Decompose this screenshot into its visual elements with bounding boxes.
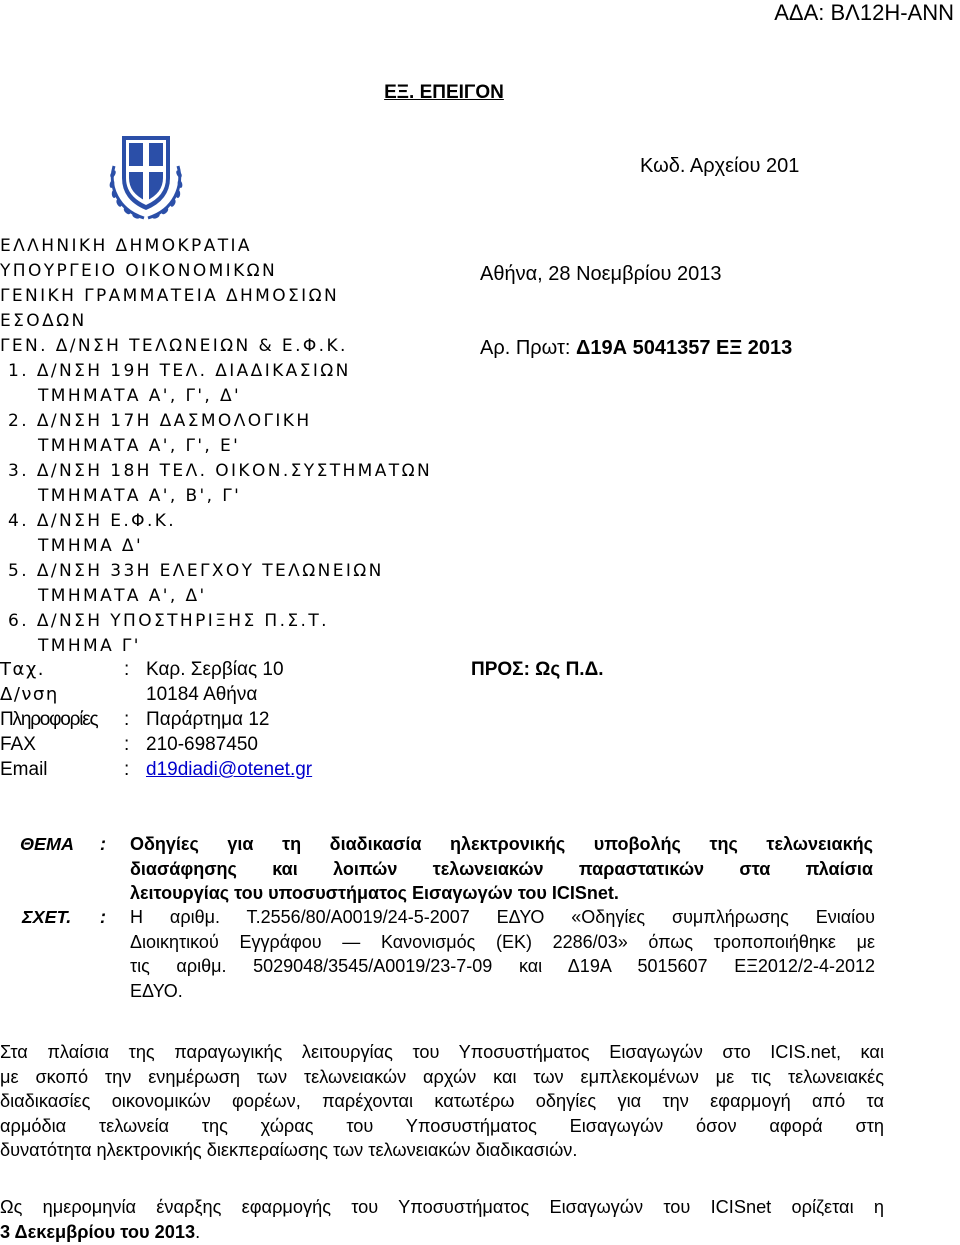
subject-label: ΘΕΜΑ	[20, 834, 74, 854]
body-paragraph-2	[0, 1195, 884, 1244]
header-line: 2. Δ/ΝΣΗ 17Η ΔΑΣΜΟΛΟΓΙΚΗ	[8, 411, 312, 431]
subject-text	[130, 832, 873, 906]
header-line: 5. Δ/ΝΣΗ 33Η ΕΛΕΓΧΟΥ ΤΕΛΩΝΕΙΩΝ	[8, 561, 384, 581]
reference-colon: :	[100, 907, 106, 927]
email-label: Email	[0, 759, 48, 780]
recipient: ΠΡΟΣ: Ως Π.Δ.	[471, 659, 604, 680]
header-line: ΤΜΗΜΑΤΑ Α', Γ', Δ'	[38, 386, 242, 406]
address-value: Καρ. Σερβίας 10	[146, 659, 284, 680]
postal-value: 10184 Αθήνα	[146, 684, 258, 705]
reference-line: Η αριθμ. Τ.2556/80/Α0019/24-5-2007 ΕΔΥΟ «Οδηγίες συμπλήρωσης Ενιαίου	[130, 907, 875, 927]
header-line: 4. Δ/ΝΣΗ Ε.Φ.Κ.	[8, 511, 177, 531]
protocol-value: Δ19Α 5041357 ΕΞ 2013	[576, 337, 793, 359]
header-line: ΥΠΟΥΡΓΕΙΟ ΟΙΚΟΝΟΜΙΚΩΝ	[0, 261, 278, 281]
paragraph-end: .	[195, 1221, 201, 1242]
greek-coat-of-arms-icon	[106, 126, 186, 224]
reference-line: ΕΔΥΟ.	[130, 980, 183, 1001]
header-line: ΕΛΛΗΝΙΚΗ ΔΗΜΟΚΡΑΤΙΑ	[0, 236, 252, 256]
protocol-number	[480, 337, 792, 360]
header-line: ΤΜΗΜΑΤΑ Α', Β', Γ'	[38, 486, 242, 506]
body-paragraph-1	[0, 1040, 884, 1163]
subject-line: λειτουργίας του υποσυστήματος Εισαγωγών του ICISnet.	[130, 883, 619, 903]
info-row-postal	[0, 684, 460, 708]
archive-code: Κωδ. Αρχείου 201	[640, 155, 800, 177]
subject-line: διασάφησης και λοιπών τελωνειακών παραστατικών στα πλαίσια	[130, 858, 873, 879]
paragraph-line: Ως ημερομηνία έναρξης εφαρμογής του Υποσυστήματος Εισαγωγών του ICISnet ορίζεται η	[0, 1197, 884, 1217]
address-label: Ταχ.	[0, 659, 45, 680]
reference-line: Διοικητικού Εγγράφου — Κανονισμός (ΕΚ) 2286/03» όπως τροποποιήθηκε με	[130, 931, 875, 952]
address-colon: :	[124, 659, 130, 680]
header-line: ΤΜΗΜΑ Δ'	[38, 536, 144, 556]
header-line: 1. Δ/ΝΣΗ 19Η ΤΕΛ. ΔΙΑΔΙΚΑΣΙΩΝ	[8, 361, 351, 381]
reference-line: τις αριθμ. 5029048/3545/Α0019/23-7-09 και Δ19Α 5015607 ΕΞ2012/2-4-2012	[130, 956, 875, 976]
contact-colon: :	[124, 709, 130, 730]
info-row-email	[0, 759, 460, 783]
start-date: 3 Δεκεμβρίου του 2013	[0, 1221, 196, 1242]
ada-code: ΑΔΑ: ΒΛ12Η-ΑΝΝ	[774, 0, 954, 25]
paragraph-line	[0, 1220, 884, 1245]
document-date: Αθήνα, 28 Νοεμβρίου 2013	[480, 263, 722, 285]
header-line: ΕΣΟΔΩΝ	[0, 311, 87, 331]
paragraph-line: αρμόδια τελωνεία της χώρας του Υποσυστήματος Εισαγωγών όσον αφορά στη	[0, 1115, 884, 1136]
protocol-label: Αρ. Πρωτ:	[480, 337, 576, 359]
header-line: ΓΕΝ. Δ/ΝΣΗ ΤΕΛΩΝΕΙΩΝ & Ε.Φ.Κ.	[0, 336, 348, 356]
postal-label: Δ/νση	[0, 684, 59, 705]
info-row-fax	[0, 734, 460, 758]
contact-label: Πληροφορίες	[0, 709, 98, 730]
reference-text	[130, 905, 875, 1003]
urgent-label: ΕΞ. ΕΠΕΙΓΟΝ	[384, 82, 504, 103]
fax-label: FAX	[0, 734, 36, 755]
subject-colon: :	[100, 834, 106, 854]
header-line: ΤΜΗΜΑΤΑ Α', Δ'	[38, 586, 207, 606]
subject-line: Οδηγίες για τη διαδικασία ηλεκτρονικής υποβολής της τελωνειακής	[130, 834, 873, 854]
email-link[interactable]: d19diadi@otenet.gr	[146, 759, 313, 780]
contact-value: Παράρτημα 12	[146, 709, 270, 730]
paragraph-line: με σκοπό την ενημέρωση των τελωνειακών αρχών και των εμπλεκομένων με τις τελωνειακές	[0, 1066, 884, 1087]
email-colon: :	[124, 759, 130, 780]
reference-label: ΣΧΕΤ.	[22, 907, 72, 927]
header-line: ΤΜΗΜΑΤΑ Α', Γ', Ε'	[38, 436, 241, 456]
header-line: ΓΕΝΙΚΗ ΓΡΑΜΜΑΤΕΙΑ ΔΗΜΟΣΙΩΝ	[0, 286, 340, 306]
fax-colon: :	[124, 734, 130, 755]
paragraph-line: διαδικασίες οικονομικών φορέων, παρέχονται κατωτέρω οδηγίες για την εφαρμογή από τα	[0, 1091, 884, 1111]
paragraph-line: δυνατότητα ηλεκτρονικής διεκπεραίωσης των τελωνειακών διαδικασιών.	[0, 1140, 578, 1160]
header-line: 6. Δ/ΝΣΗ ΥΠΟΣΤΗΡΙΞΗΣ Π.Σ.Τ.	[8, 611, 329, 631]
info-row-address	[0, 659, 460, 683]
fax-value: 210-6987450	[146, 734, 258, 755]
info-row-contact	[0, 709, 460, 733]
header-line: 3. Δ/ΝΣΗ 18Η ΤΕΛ. ΟΙΚΟΝ.ΣΥΣΤΗΜΑΤΩΝ	[8, 461, 433, 481]
paragraph-line: Στα πλαίσια της παραγωγικής λειτουργίας του Υποσυστήματος Εισαγωγών στο ICIS.net, και	[0, 1042, 884, 1062]
header-line: ΤΜΗΜΑ Γ'	[38, 636, 141, 656]
